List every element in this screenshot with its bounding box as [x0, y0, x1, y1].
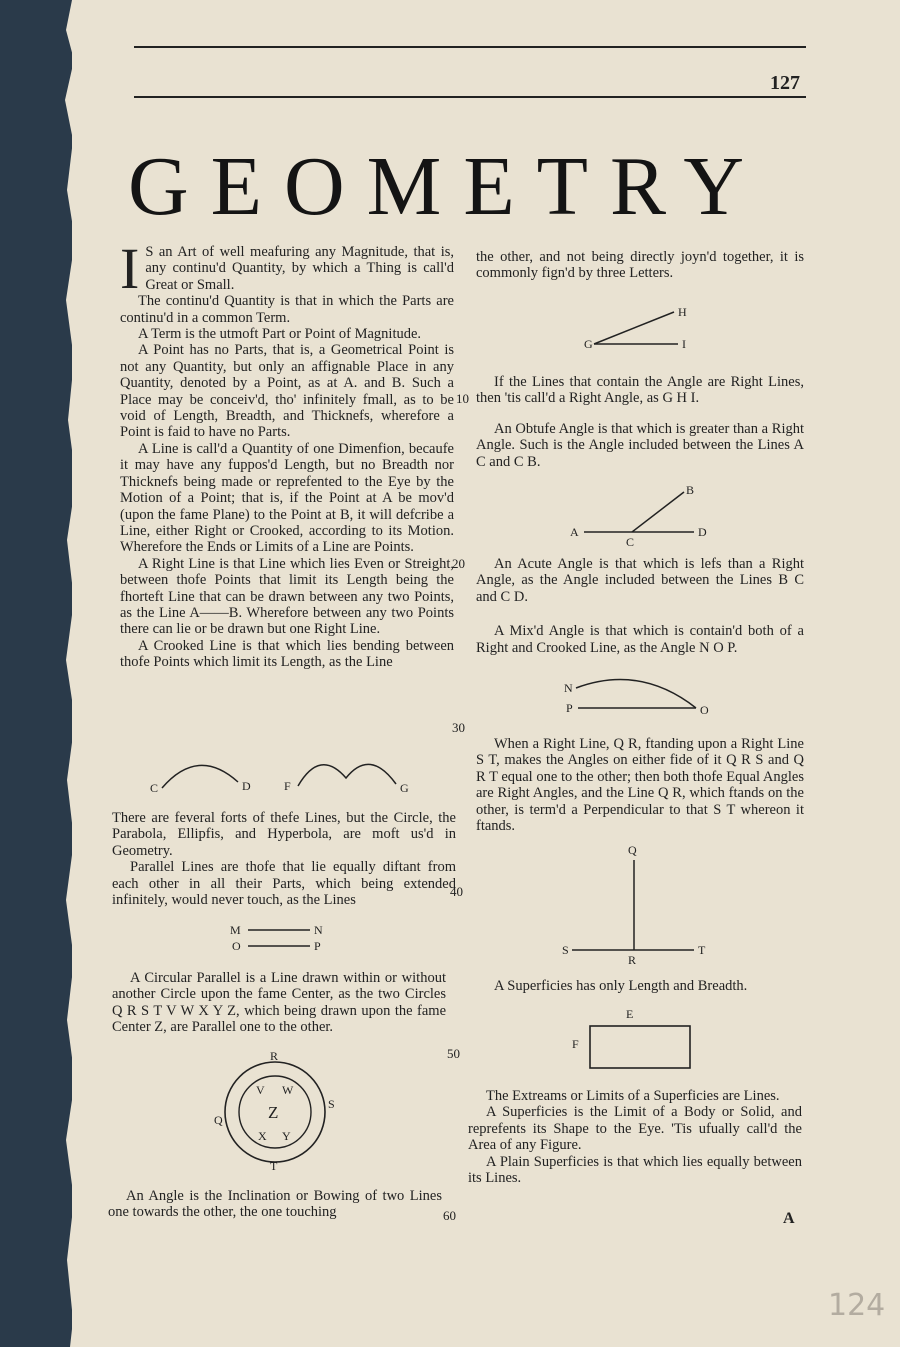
right-column-perpendicular: [476, 736, 804, 834]
right-column-superficies: [476, 978, 804, 994]
label-z: Z: [268, 1103, 279, 1122]
label-n: N: [314, 923, 323, 937]
label-g: G: [584, 337, 593, 351]
paragraph: The Extreams or Limits of a Superficies are Lines.: [486, 1088, 780, 1104]
line-number-50: 50: [447, 1046, 460, 1061]
paragraph: A Crooked Line is that which lies bending between thofe Points which limit its Length, as the Line: [120, 637, 454, 671]
torn-edge: [62, 0, 82, 1347]
right-column-bottom: [468, 1088, 802, 1186]
angle-ghi-figure: [582, 300, 702, 356]
label-o: O: [232, 939, 241, 953]
left-column-lower: [112, 810, 456, 908]
page-number: 127: [770, 72, 800, 94]
label-v: V: [256, 1083, 265, 1097]
label-t: T: [270, 1159, 278, 1172]
label-s: S: [328, 1097, 335, 1111]
label-g: G: [400, 781, 409, 795]
label-w: W: [282, 1083, 294, 1097]
label-p: P: [566, 701, 573, 715]
drop-cap: I: [120, 236, 140, 301]
paragraph: A Line is call'd a Quantity of one Dimenfion, becaufe it may have any fuppos'd Length, but no Breadth nor Thicknefs being made or reprefented to the Eye by the Motion of a Point; that is, if the Point at A be mov'd (upon the fame Plane) to the Point at B, it will defcribe a Line, either Right or Crooked, according to its Motion. Wherefore the Ends or Limits of a Line are Points.: [120, 440, 454, 556]
label-d: D: [242, 779, 251, 793]
line-number-10: 10: [456, 391, 469, 406]
label-r: R: [628, 953, 637, 966]
paragraph: I S an Art of well meafuring any Magnitude, that is, any continu'd Quantity, by which a Thing is call'd Great or Small.: [120, 236, 454, 301]
paragraph: A Point has no Parts, that is, a Geometrical Point is not any Quantity, but only an affignable Place in any Quantity, denoted by a Point, as at A. and B. Such a Place may be conceiv'd, tho' infinitely fmall, as to be void of Length, Breadth, and Thicknefs, wherefore a Point is faid to have no Parts.: [120, 342, 454, 441]
label-o: O: [700, 703, 709, 717]
line-number-20: 20: [452, 556, 465, 571]
right-column-acute: [476, 556, 804, 656]
label-i: I: [682, 337, 686, 351]
paragraph: A Right Line is that Line which lies Even or Streight, between thofe Points that limit its Length being the fhorteft Line that can be drawn between any two Points, as the Line A——B. Wherefore between any two Points there can lie or be drawn but one Right Line.: [120, 555, 454, 638]
label-q: Q: [214, 1113, 223, 1127]
label-a: A: [570, 525, 579, 539]
left-column: [120, 236, 454, 671]
superficies-figure: [570, 1004, 700, 1074]
label-f: F: [284, 779, 291, 793]
label-c: C: [626, 535, 635, 548]
paragraph: A Superficies is the Limit of a Body or Solid, and reprefents its Shape to the Eye. 'Tis ufually call'd the Area of any Figure.: [468, 1104, 802, 1154]
top-rule: [134, 46, 806, 48]
paragraph: the other, and not being directly joyn'd together, it is commonly fign'd by three Letters.: [476, 249, 804, 282]
paragraph: The continu'd Quantity is that in which the Parts are continu'd in a common Term.: [120, 293, 454, 326]
right-column-top: [476, 249, 804, 282]
paragraph: A Mix'd Angle is that which is contain'd both of a Right and Crooked Line, as the Angle N O P.: [476, 623, 804, 656]
paragraph: An Obtufe Angle is that which is greater than a Right Angle. Such is the Angle included between the Lines A C and C B.: [476, 420, 804, 470]
pencil-page-mark: 124: [828, 1288, 886, 1323]
parallel-lines-figure: [228, 920, 348, 956]
paragraph: Parallel Lines are thofe that lie equally diftant from each other in all their Parts, which being extended infinitely, would never touch, as the Lines: [112, 859, 456, 909]
label-b: B: [686, 483, 695, 497]
perpendicular-figure: [560, 842, 720, 966]
paragraph: A Plain Superficies is that which lies equally between its Lines.: [468, 1153, 802, 1187]
paragraph: An Angle is the Inclination or Bowing of two Lines one towards the other, the one touching: [108, 1188, 442, 1221]
label-c: C: [150, 781, 159, 795]
line-number-40: 40: [450, 884, 463, 899]
angle-nop-figure: [560, 670, 720, 720]
label-p: P: [314, 939, 321, 953]
label-f: F: [572, 1037, 579, 1051]
label-x: X: [258, 1129, 267, 1143]
page-title: GEOMETRY: [128, 140, 766, 233]
line-number-30: 30: [452, 720, 465, 735]
label-e: E: [626, 1007, 634, 1021]
paragraph: A Circular Parallel is a Line drawn within or without another Circle upon the fame Center, as the two Circles Q R S T V W X Y Z, which being drawn upon the fame Center Z, are Parallel one to the other.: [112, 970, 446, 1036]
crooked-lines-figure: [148, 752, 428, 802]
paragraph: If the Lines that contain the Angle are Right Lines, then 'tis call'd a Right Angle, as G H I.: [476, 374, 804, 407]
paragraph: There are feveral forts of thefe Lines, but the Circle, the Parabola, Ellipfis, and Hyperbola, are moft us'd in Geometry.: [112, 810, 456, 859]
left-column-circular: [112, 970, 446, 1036]
label-q: Q: [628, 843, 637, 857]
label-d: D: [698, 525, 707, 539]
line-number-60: 60: [443, 1208, 456, 1223]
label-t: T: [698, 943, 706, 957]
catchword: A: [783, 1210, 795, 1227]
right-column-angles: [476, 374, 804, 470]
angle-acbd-figure: [568, 478, 718, 548]
paragraph: A Superficies has only Length and Breadth.: [494, 978, 748, 994]
paragraph: When a Right Line, Q R, ftanding upon a Right Line S T, makes the Angles on either fide of it Q R S and Q R T equal one to the other; then both thofe Equal Angles are Right Angles, and the Line Q R, which ftands on the other, is term'd a Perpendicular to that S T whereon it ftands.: [476, 736, 804, 835]
label-s: S: [562, 943, 569, 957]
left-column-bottom: [108, 1188, 442, 1221]
label-n: N: [564, 681, 573, 695]
circular-parallel-figure: [210, 1052, 350, 1172]
paragraph: A Term is the utmoft Part or Point of Magnitude.: [138, 326, 422, 343]
label-h: H: [678, 305, 687, 319]
label-m: M: [230, 923, 241, 937]
header-rule: [134, 96, 806, 98]
paragraph: An Acute Angle is that which is lefs than a Right Angle, as the Angle included between the Lines B C and C D.: [476, 556, 804, 605]
label-r: R: [270, 1052, 279, 1063]
label-y: Y: [282, 1129, 291, 1143]
